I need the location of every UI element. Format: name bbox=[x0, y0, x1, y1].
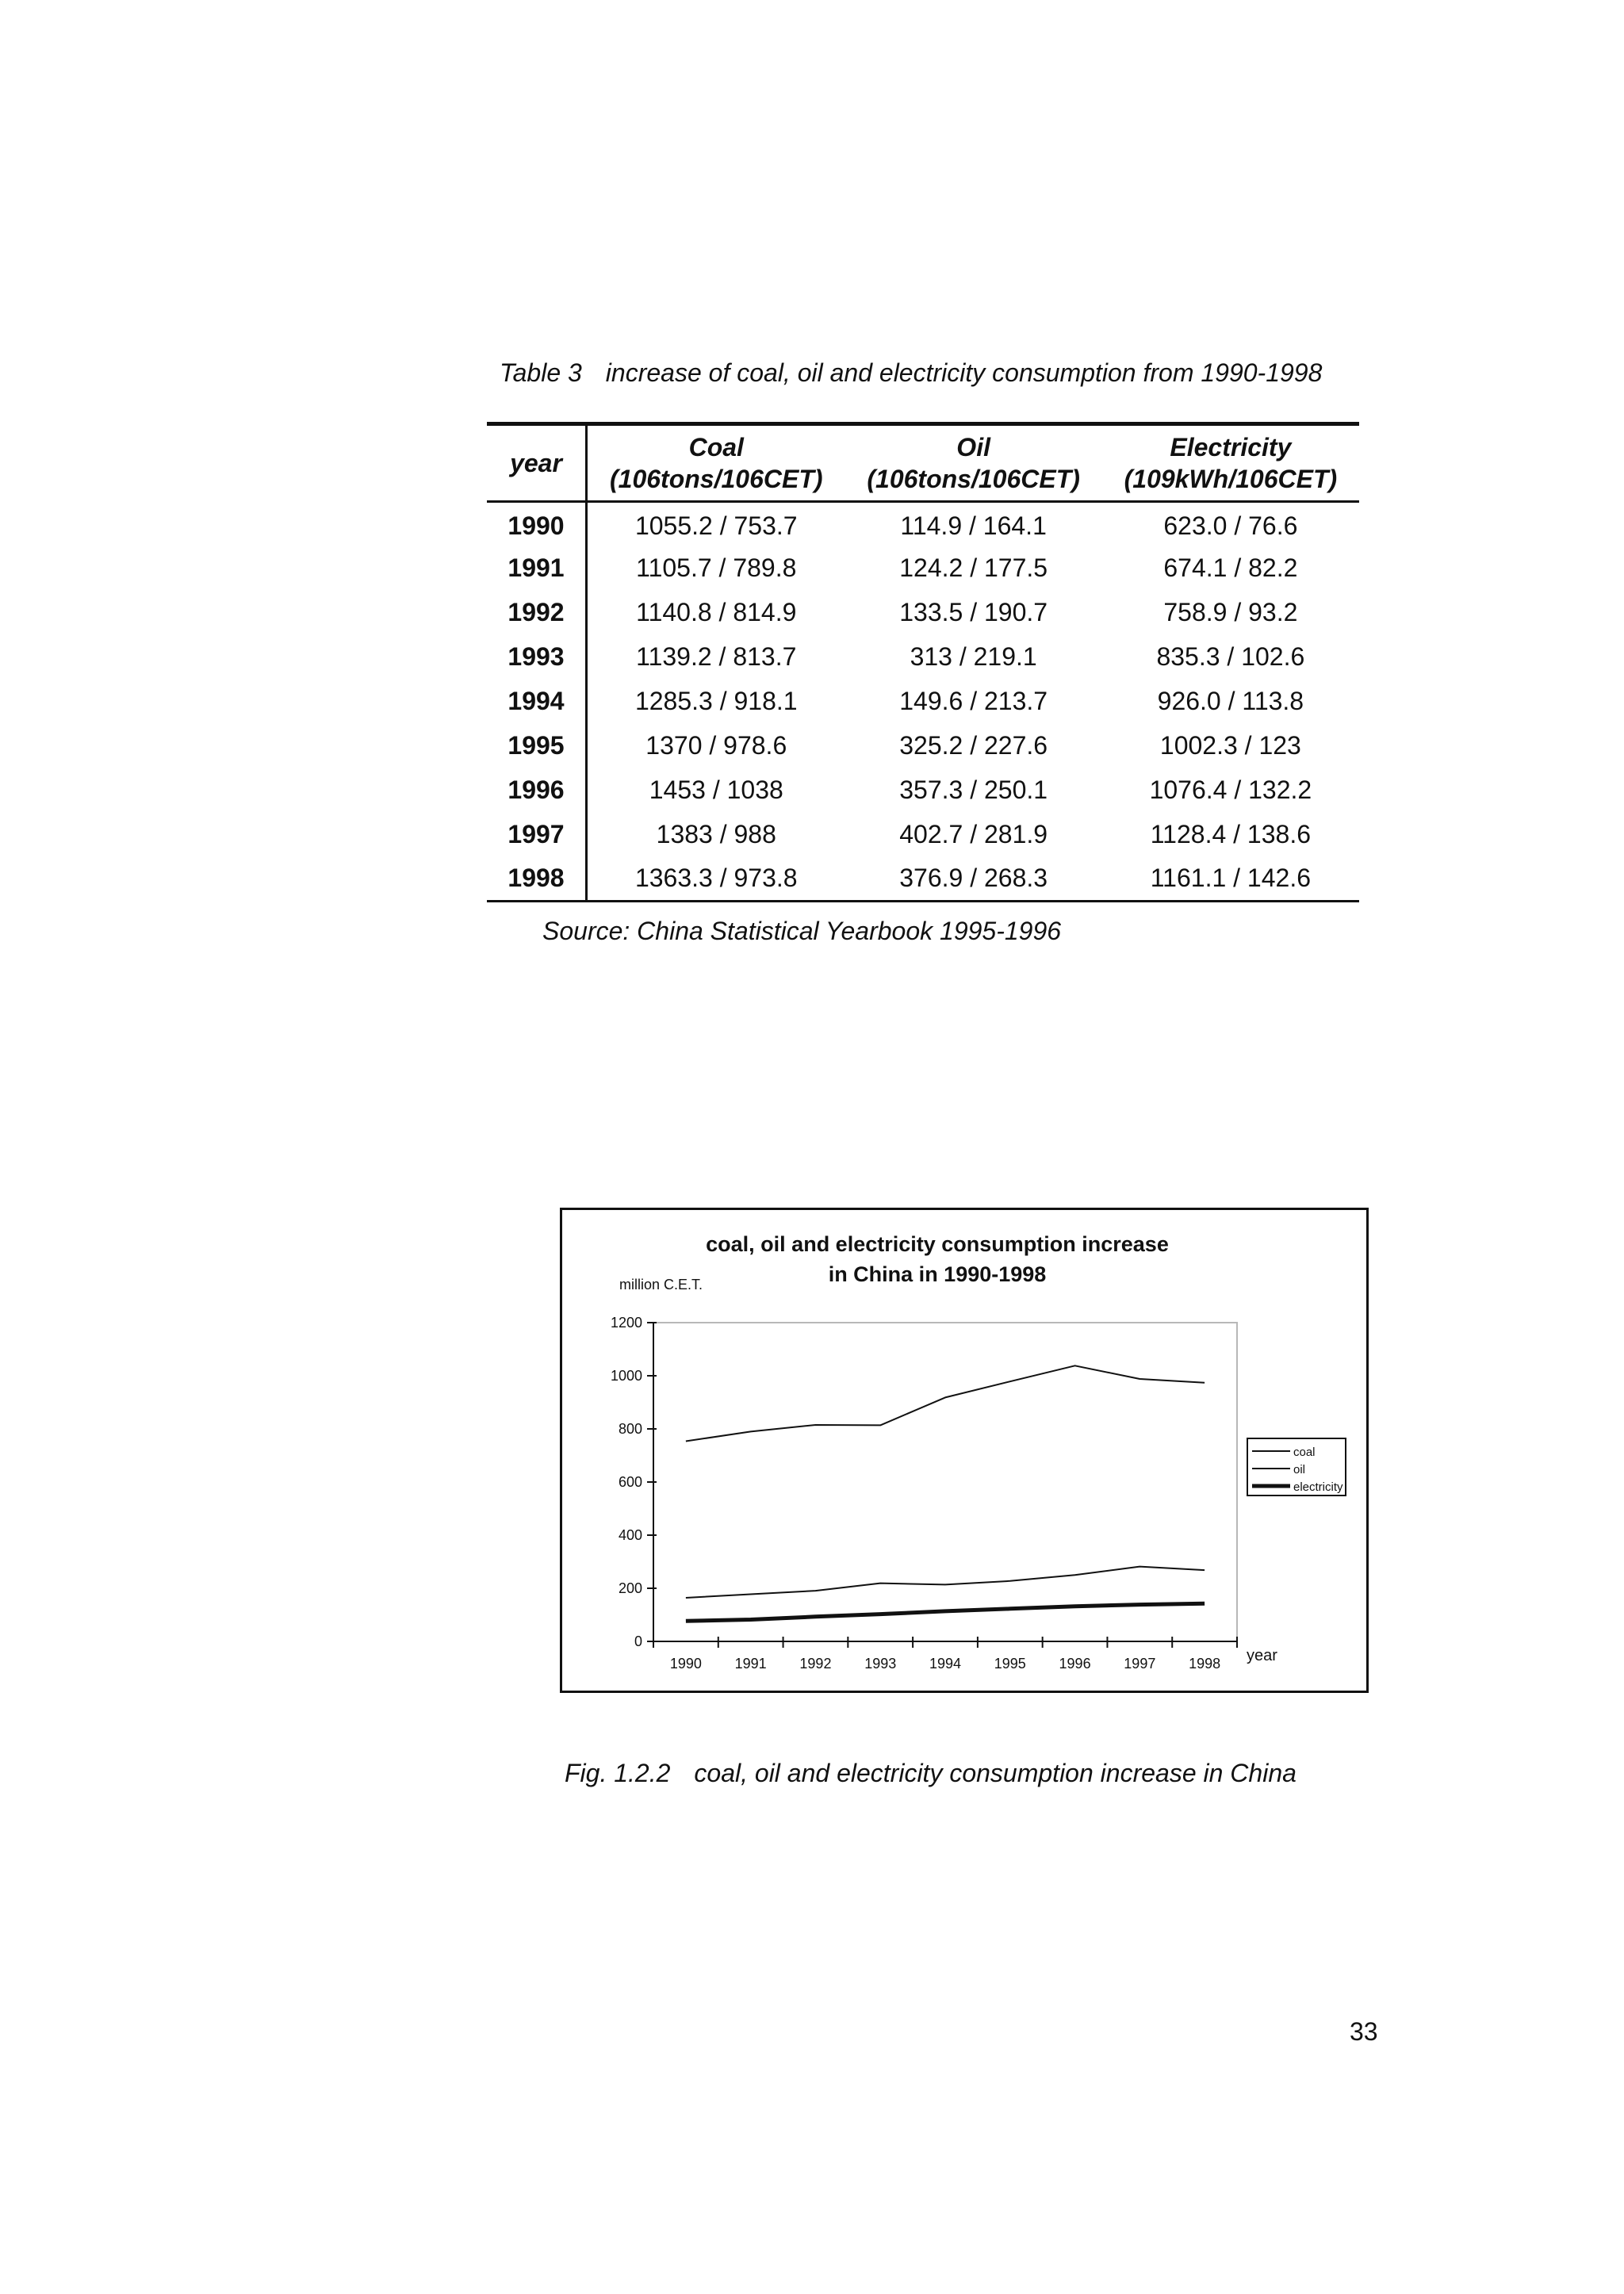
y-tick-label: 1000 bbox=[610, 1368, 642, 1384]
row-oil: 114.9 / 164.1 bbox=[900, 511, 1047, 540]
row-oil: 357.3 / 250.1 bbox=[899, 776, 1048, 804]
row-coal: 1139.2 / 813.7 bbox=[636, 642, 797, 671]
table-label: Table 3 bbox=[500, 358, 582, 387]
header-electricity bbox=[1102, 424, 1359, 502]
row-electricity: 758.9 / 93.2 bbox=[1163, 598, 1298, 626]
consumption-table bbox=[487, 422, 1359, 902]
row-coal: 1370 / 978.6 bbox=[645, 731, 787, 760]
table-row bbox=[487, 768, 1359, 813]
figure-caption-text: coal, oil and electricity consumption increase in China bbox=[694, 1759, 1297, 1787]
row-electricity: 1161.1 / 142.6 bbox=[1150, 864, 1311, 893]
row-year: 1994 bbox=[487, 680, 587, 724]
table-row bbox=[487, 635, 1359, 680]
legend-label-oil: oil bbox=[1293, 1463, 1306, 1476]
row-oil: 313 / 219.1 bbox=[910, 642, 1037, 671]
figure-label: Fig. 1.2.2 bbox=[565, 1759, 671, 1787]
x-tick-label: 1991 bbox=[734, 1656, 767, 1672]
table-row bbox=[487, 591, 1359, 635]
header-coal-label: Coal bbox=[688, 433, 744, 461]
header-year: year bbox=[487, 424, 587, 502]
row-year: 1996 bbox=[487, 768, 587, 813]
row-coal: 1105.7 / 789.8 bbox=[636, 553, 797, 582]
row-year: 1991 bbox=[487, 546, 587, 591]
table-source: Source: China Statistical Yearbook 1995-1996 bbox=[542, 917, 1062, 945]
y-tick-label: 1200 bbox=[610, 1315, 642, 1331]
table-title: increase of coal, oil and electricity consumption from 1990-1998 bbox=[605, 358, 1323, 387]
x-tick-label: 1998 bbox=[1189, 1656, 1221, 1672]
header-electricity-label: Electricity bbox=[1170, 433, 1292, 461]
header-electricity-unit: (109kWh/106CET) bbox=[1124, 465, 1338, 493]
legend-label-electricity: electricity bbox=[1293, 1480, 1343, 1494]
table-row bbox=[487, 546, 1359, 591]
row-oil: 402.7 / 281.9 bbox=[899, 820, 1048, 848]
table-row bbox=[487, 813, 1359, 857]
row-coal: 1383 / 988 bbox=[656, 820, 776, 848]
y-tick-label: 0 bbox=[634, 1633, 642, 1649]
x-tick-label: 1990 bbox=[669, 1656, 702, 1672]
row-oil: 376.9 / 268.3 bbox=[899, 864, 1048, 893]
row-electricity: 1002.3 / 123 bbox=[1159, 731, 1301, 760]
row-year: 1993 bbox=[487, 635, 587, 680]
row-electricity: 926.0 / 113.8 bbox=[1157, 687, 1304, 715]
row-coal: 1140.8 / 814.9 bbox=[636, 598, 797, 626]
row-year: 1997 bbox=[487, 813, 587, 857]
row-oil: 124.2 / 177.5 bbox=[899, 553, 1048, 582]
row-electricity: 835.3 / 102.6 bbox=[1156, 642, 1305, 671]
row-year: 1992 bbox=[487, 591, 587, 635]
row-electricity: 1076.4 / 132.2 bbox=[1149, 776, 1312, 804]
chart-title-line1: coal, oil and electricity consumption increase bbox=[706, 1232, 1169, 1256]
chart-title-line2: in China in 1990-1998 bbox=[828, 1262, 1047, 1286]
table-caption bbox=[500, 358, 1388, 388]
table-row bbox=[487, 502, 1359, 546]
row-electricity: 623.0 / 76.6 bbox=[1163, 511, 1298, 540]
table-row bbox=[487, 680, 1359, 724]
plot-area bbox=[653, 1323, 1237, 1641]
table-row bbox=[487, 724, 1359, 768]
page-number: 33 bbox=[1350, 2017, 1378, 2046]
row-electricity: 1128.4 / 138.6 bbox=[1150, 820, 1311, 848]
y-tick-label: 600 bbox=[618, 1474, 642, 1490]
x-tick-label: 1994 bbox=[929, 1656, 962, 1672]
table-header-row bbox=[487, 424, 1359, 502]
x-tick-label: 1997 bbox=[1124, 1656, 1156, 1672]
header-oil-label: Oil bbox=[956, 433, 990, 461]
y-tick-label: 200 bbox=[618, 1580, 642, 1596]
x-tick-label: 1995 bbox=[994, 1656, 1026, 1672]
figure-caption bbox=[565, 1759, 1297, 1788]
row-oil: 133.5 / 190.7 bbox=[899, 598, 1048, 626]
header-coal bbox=[587, 424, 845, 502]
header-oil bbox=[845, 424, 1102, 502]
row-electricity: 674.1 / 82.2 bbox=[1163, 553, 1298, 582]
x-tick-label: 1992 bbox=[799, 1656, 832, 1672]
y-axis-label: million C.E.T. bbox=[619, 1277, 703, 1293]
consumption-line-chart bbox=[562, 1210, 1366, 1691]
row-coal: 1285.3 / 918.1 bbox=[634, 687, 798, 715]
row-year: 1990 bbox=[487, 502, 587, 546]
row-oil: 325.2 / 227.6 bbox=[899, 731, 1048, 760]
legend-label-coal: coal bbox=[1293, 1446, 1316, 1459]
chart-frame bbox=[560, 1208, 1369, 1693]
row-oil: 149.6 / 213.7 bbox=[899, 687, 1048, 715]
row-coal: 1363.3 / 973.8 bbox=[634, 864, 798, 893]
header-coal-unit: (106tons/106CET) bbox=[610, 465, 823, 493]
x-tick-label: 1993 bbox=[864, 1656, 897, 1672]
row-year: 1995 bbox=[487, 724, 587, 768]
x-axis-label: year bbox=[1247, 1647, 1277, 1664]
row-coal: 1055.2 / 753.7 bbox=[634, 511, 798, 540]
table-row bbox=[487, 857, 1359, 902]
row-coal: 1453 / 1038 bbox=[649, 776, 783, 804]
header-oil-unit: (106tons/106CET) bbox=[867, 465, 1080, 493]
x-tick-label: 1996 bbox=[1059, 1656, 1091, 1672]
y-tick-label: 800 bbox=[618, 1421, 642, 1437]
row-year: 1998 bbox=[487, 857, 587, 902]
y-tick-label: 400 bbox=[618, 1527, 642, 1543]
